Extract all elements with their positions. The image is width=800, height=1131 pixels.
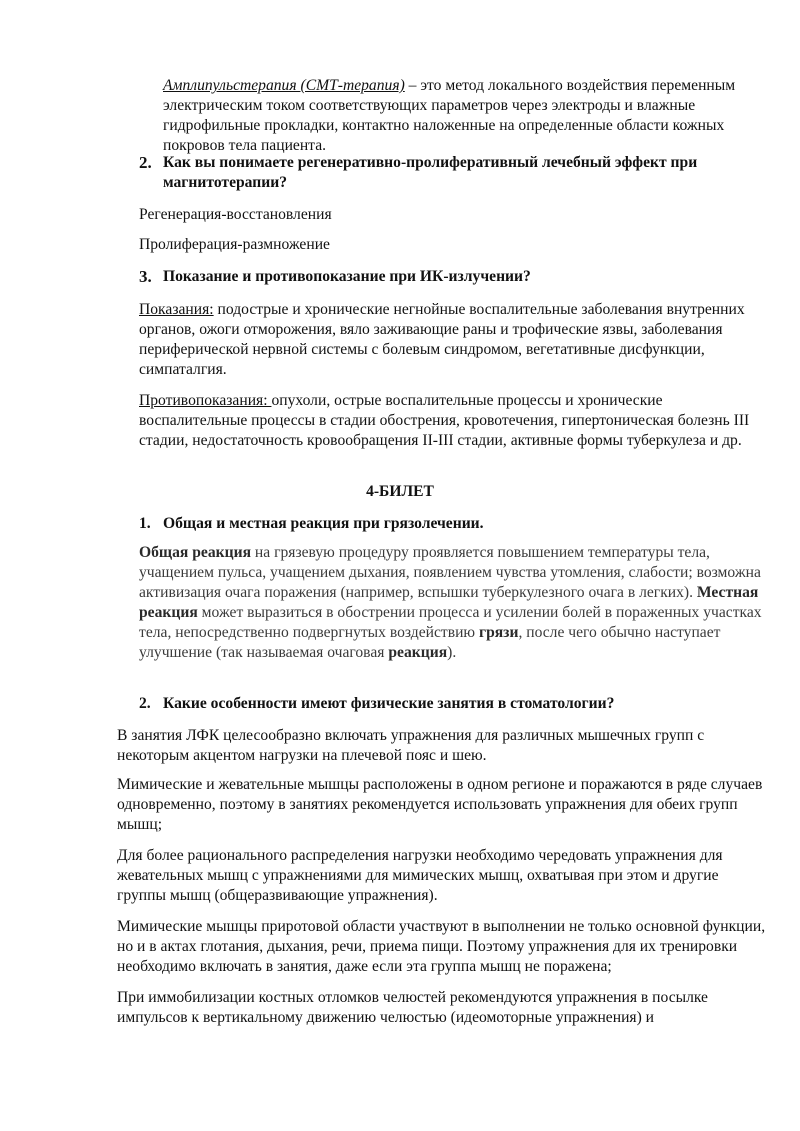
after-text: , после чего обычно наступает улучшение (так называемая очаговая [139, 624, 721, 661]
general-reaction-text: на грязевую процедуру проявляется повышением температуры тела, учащением пульса, учащением дыхания, появлением чувства утомления, слабости; возможна активизация очага поражения (например, вспышки туберкулезного очага в легких). [139, 544, 761, 601]
local-reaction-label: Местная реакция [139, 584, 759, 621]
question-number: 3. [139, 267, 152, 286]
question-text: Как вы понимаете регенеративно-пролиферативный лечебный эффект при магнитотерапии? [163, 154, 698, 191]
amplipulse-text: – это метод локального воздействия переменным электрическим током соответствующих параметров через электроды и влажные гидрофильные прокладки, контактно наложенные на определенные области кожных покровов тела пациента. [163, 77, 736, 154]
question-magnetotherapy [139, 153, 769, 193]
question-text: Общая и местная реакция при грязолечении. [163, 515, 484, 532]
indications-text: подострые и хронические негнойные воспалительные заболевания внутренних органов, ожоги отморожения, вяло заживающие раны и трофические язвы, заболевания периферической нервной системы с болевым синдромом, вегетативные дисфункции, симпаталгия. [139, 301, 745, 378]
question-text: Показание и противопоказание при ИК-излучении? [163, 268, 531, 285]
question-number: 2. [139, 695, 151, 712]
paragraph-perioral: Мимические мышцы приротовой области участвуют в выполнении не только основной функции, но и в актах глотания, дыхания, речи, приема пищи. Поэтому упражнения для их тренировки необходимо включать в занятия, даже если эта группа мышц не поражена; [117, 918, 766, 975]
indications-label: Показания: [139, 301, 214, 318]
proliferation-line: Пролиферация-размножение [139, 236, 330, 253]
question-number: 1. [139, 515, 151, 532]
regeneration-line: Регенерация-восстановления [139, 206, 332, 223]
question-mud-reaction [139, 514, 769, 534]
mud-word: грязи [478, 624, 519, 641]
contraindications-text: опухоли, острые воспалительные процессы и хронические воспалительные процессы в стадии обострения, кровотечения, гипертоническая болезнь III стадии, недостаточность кровообращения II-III стадии, активные формы туберкулеза и др. [139, 392, 750, 449]
question-number: 2. [139, 153, 152, 172]
paragraph-load: Для более рационального распределения нагрузки необходимо чередовать упражнения для жевательных мышц с упражнениями для мимических мышц, охватывая при этом и другие группы мышц (общеразвивающие упражнения). [117, 847, 723, 904]
question-dentistry [139, 694, 769, 714]
question-text: Какие особенности имеют физические занятия в стоматологии? [163, 695, 615, 712]
mud-reaction-paragraph [139, 543, 769, 663]
focal-reaction-word: реакция [388, 644, 448, 661]
question-ik [139, 267, 769, 287]
paragraph-muscles: Мимические и жевательные мышцы расположены в одном регионе и поражаются в ряде случаев одновременно, поэтому в занятиях рекомендуется использовать упражнения для обеих групп мышц; [117, 776, 763, 833]
amplipulse-definition [163, 76, 773, 156]
paragraph-immobilization: При иммобилизации костных отломков челюстей рекомендуются упражнения в посылке импульсов к вертикальному движению челюстью (идеомоторные упражнения) и [117, 989, 708, 1026]
ticket-heading: 4-БИЛЕТ [366, 483, 434, 500]
reaction-end: ). [447, 644, 457, 661]
local-reaction-text: может выразиться в обострении процесса и усилении болей в пораженных участках тела, непосредственно подвергнутых воздействию [139, 604, 762, 641]
paragraph-lfk: В занятия ЛФК целесообразно включать упражнения для различных мышечных групп с некоторым акцентом нагрузки на плечевой пояс и шею. [117, 727, 705, 764]
general-reaction-label: Общая реакция [139, 544, 252, 561]
contraindications-paragraph [139, 391, 769, 451]
indications-paragraph [139, 300, 769, 380]
contraindications-label: Противопоказания: [139, 392, 272, 409]
amplipulse-term: Амплипульстерапия (СМТ-терапия) [163, 77, 405, 94]
